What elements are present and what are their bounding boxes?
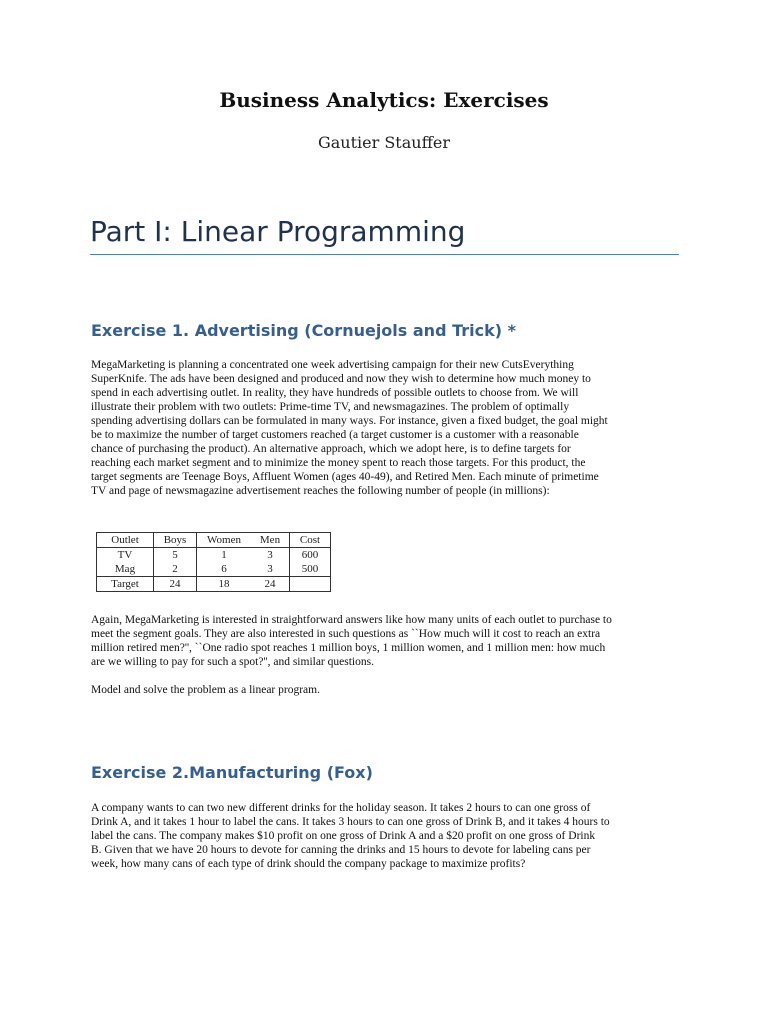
table-cell: 2 xyxy=(154,562,197,577)
table-row xyxy=(97,562,331,577)
text-line: B. Given that we have 20 hours to devote for canning the drinks and 15 hours to devote for labeling cans per xyxy=(91,844,591,856)
text-line: meet the segment goals. They are also interested in such questions as ``How much will it cost to reach an extra xyxy=(91,628,601,640)
table-row xyxy=(97,548,331,563)
text-line: are we willing to pay for such a spot?'', and similar questions. xyxy=(91,656,374,668)
text-line: Again, MegaMarketing is interested in straightforward answers like how many units of each outlet to purchase to xyxy=(91,614,612,626)
text-line: TV and page of newsmagazine advertisement reaches the following number of people (in millions): xyxy=(91,485,550,497)
exercise-1-followup xyxy=(91,613,681,669)
table-header-cell: Cost xyxy=(290,533,331,548)
table-cell: 5 xyxy=(154,548,197,563)
text-line: illustrate their problem with two outlets: Prime-time TV, and newsmagazines. The problem of optimally xyxy=(91,401,570,413)
part-heading-rule xyxy=(90,254,679,255)
exercise-2-body xyxy=(91,801,681,871)
exercise-1-task xyxy=(91,683,681,697)
table-cell: 500 xyxy=(301,563,319,575)
table-header-cell: Men xyxy=(251,533,290,548)
exercise-1-heading: Exercise 1. Advertising (Cornuejols and Trick) * xyxy=(91,321,516,340)
text-line: MegaMarketing is planning a concentrated one week advertising campaign for their new CutsEverything xyxy=(91,359,574,371)
table-cell: Mag xyxy=(97,562,154,577)
table-target-row xyxy=(97,577,331,592)
text-line: label the cans. The company makes $10 profit on one gross of Drink A and a $20 profit on one gross of Drink xyxy=(91,830,596,842)
table-cell: TV xyxy=(97,548,154,563)
table-cell: 1 xyxy=(221,549,227,561)
document-title: Business Analytics: Exercises xyxy=(219,88,549,112)
text-line: A company wants to can two new different drinks for the holiday season. It takes 2 hours to can one gross of xyxy=(91,802,591,814)
table-cell: 18 xyxy=(197,577,252,592)
table-cell xyxy=(290,577,331,592)
table-cell: 6 xyxy=(221,563,227,575)
part-heading: Part I: Linear Programming xyxy=(90,215,466,248)
exercise-2-heading: Exercise 2.Manufacturing (Fox) xyxy=(91,763,373,782)
exercise-1-intro xyxy=(91,358,681,498)
table-cell: 600 xyxy=(301,549,319,561)
table-header-cell: Outlet xyxy=(97,533,154,548)
audience-reach-table xyxy=(96,532,331,592)
table-cell: 3 xyxy=(251,548,290,563)
table-cell: 3 xyxy=(251,562,290,577)
table-header-cell: Women xyxy=(197,533,252,548)
text-line: million retired men?'', ``One radio spot reaches 1 million boys, 1 million women, and 1 million men: how much xyxy=(91,642,606,654)
text-line: SuperKnife. The ads have been designed and produced and now they wish to determine how much money to xyxy=(91,373,591,385)
table-cell: 24 xyxy=(154,577,197,592)
text-line: be to maximize the number of target customers reached (a target customer is a customer with a reasonable xyxy=(91,429,579,441)
text-line: target segments are Teenage Boys, Affluent Women (ages 40-49), and Retired Men. Each minute of primetime xyxy=(91,471,599,483)
text-line: Drink A, and it takes 1 hour to label the cans. It takes 3 hours to can one gross of Drink B, and it takes 4 hours to xyxy=(91,816,610,828)
table-header-cell: Boys xyxy=(154,533,197,548)
document-author: Gautier Stauffer xyxy=(317,133,451,152)
text-line: reaching each market segment and to minimize the money spent to reach those targets. For this product, the xyxy=(91,457,586,469)
table-header-row xyxy=(97,533,331,548)
text-line: Model and solve the problem as a linear program. xyxy=(91,684,320,696)
text-line: chance of purchasing the product). An alternative approach, which we adopt here, is to define targets for xyxy=(91,443,571,455)
text-line: spending advertising dollars can be formulated in many ways. For instance, given a fixed budget, the goal might xyxy=(91,415,608,427)
text-line: spend in each advertising outlet. In reality, they have hundreds of possible outlets to choose from. We will xyxy=(91,387,579,399)
table-cell: 24 xyxy=(251,577,290,592)
table-cell: Target xyxy=(97,577,154,592)
text-line: week, how many cans of each type of drink should the company package to maximize profits? xyxy=(91,858,526,870)
